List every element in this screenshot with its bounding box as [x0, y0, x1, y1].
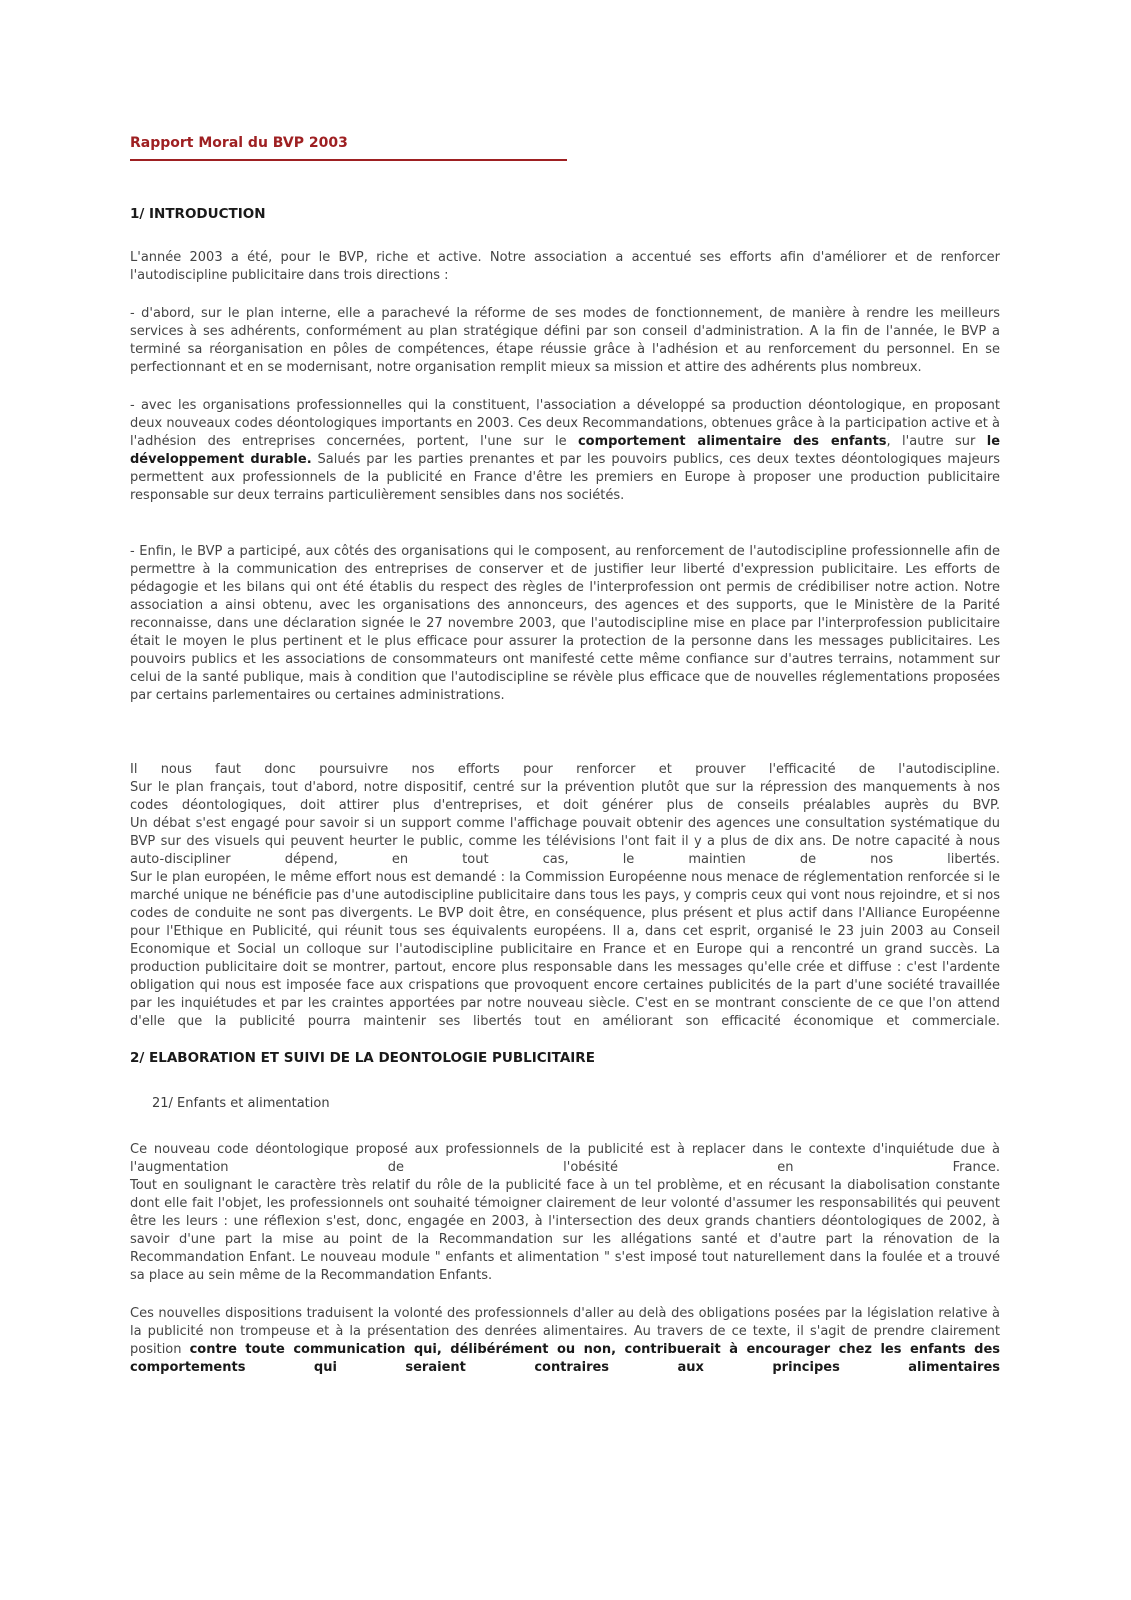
intro-paragraph-3-text: - avec les organisations professionnelles qui la constituent, l'association a développé sa production déontologique, en proposant deux nouveaux codes déontologiques importants en 2003. Ces deux Recommandations, obtenues grâce à la participation active et à l'adhésion des entreprises concernées, portent, l'une sur le	[130, 398, 1000, 449]
deonto-paragraph-1-line-2: Tout en soulignant le caractère très relatif du rôle de la publicité face à un tel problème, et en récusant la diabolisation constante dont elle fait l'objet, les professionnels ont souhaité témoigner clairement de leur volonté d'assumer les responsabilités qui peuvent être les leurs : une réflexion s'est, donc, engagée en 2003, à l'intersection des deux grands chantiers déontologiques de 2002, à savoir d'une part la mise au point de la Recommandation sur les allégations santé et d'autre part la rénovation de la Recommandation Enfant. Le nouveau module " enfants et alimentation " s'est imposé tout naturellement dans la foulée et a trouvé sa place au sein même de la Recommandation Enfants.	[130, 1178, 1000, 1283]
intro-paragraph-2: - d'abord, sur le plan interne, elle a parachevé la réforme de ses modes de fonctionnement, de manière à rendre les meilleurs services à ses adhérents, conformément au plan stratégique défini par son conseil d'administration. A la fin de l'année, le BVP a terminé sa réorganisation en pôles de compétences, étape réussie grâce à l'adhésion et au renforcement du personnel. En se perfectionnant et en se modernisant, notre organisation remplit mieux sa mission et attire des adhérents plus nombreux.	[130, 306, 1000, 375]
report-title: Rapport Moral du BVP 2003	[130, 135, 567, 161]
intro-paragraph-5-line-4: Sur le plan européen, le même effort nous est demandé : la Commission Européenne nous menace de réglementation renforcée si le marché unique ne bénéficie pas d'une autodiscipline publicitaire dans tous les pays, y compris ceux qui vont nous rejoindre, et si nos codes de conduite ne sont pas divergents. Le BVP doit être, en conséquence, plus présent et plus actif dans l'Alliance Européenne pour l'Ethique en Publicité, qui réunit tous ses équivalents européens. Il a, dans cet esprit, organisé le 23 juin 2003 au Conseil Economique et Social un colloque sur l'autodiscipline publicitaire en France et en Europe qui a rencontré un grand succès. La production publicitaire doit se montrer, partout, encore plus responsable dans les messages qu'elle crée et diffuse : c'est l'ardente obligation qui nous est imposée face aux crispations que provoquent encore certaines publicités de la part d'une société travaillée par les inquiétudes et par les craintes apportées par notre nouveau siècle. C'est en se montrant consciente de ce que l'on attend d'elle que la publicité pourra maintenir ses libertés tout en améliorant son efficacité économique et commerciale.	[130, 870, 1000, 1029]
intro-paragraph-5-line-3: Un débat s'est engagé pour savoir si un support comme l'affichage pouvait obtenir des agences une consultation systématique du BVP sur des visuels qui peuvent heurter le public, comme les télévisions l'ont fait il y a plus de dix ans. De notre capacité à nous auto-discipliner dépend, en tout cas, le maintien de nos libertés.	[130, 816, 1000, 867]
section-heading-deontologie: 2/ ELABORATION ET SUIVI DE LA DEONTOLOGIE PUBLICITAIRE	[130, 1050, 595, 1066]
section-heading-introduction: 1/ INTRODUCTION	[130, 206, 266, 222]
intro-paragraph-3	[130, 397, 1000, 505]
intro-paragraph-3-text: Salués par les parties prenantes et par les pouvoirs publics, ces deux textes déontologiques majeurs permettent aux professionnels de la publicité en France d'être les premiers en Europe à proposer une production publicitaire responsable sur deux terrains particulièrement sensibles dans nos sociétés.	[130, 452, 1000, 503]
deonto-paragraph-2	[130, 1305, 1000, 1377]
deonto-paragraph-1	[130, 1141, 1000, 1285]
bold-emphasis-sustainable-development: le développement durable.	[130, 434, 1001, 467]
intro-paragraph-5-line-1: Il nous faut donc poursuivre nos efforts pour renforcer et prouver l'efficacité de l'autodiscipline.	[130, 762, 1000, 777]
subsection-heading-enfants-alimentation: 21/ Enfants et alimentation	[152, 1096, 330, 1111]
bold-emphasis-contre-toute-communication: contre toute communication qui, délibérément ou non, contribuerait à encourager chez les enfants des comportements qui seraient contraires aux principes alimentaires	[130, 1342, 1001, 1375]
intro-paragraph-3-text: , l'autre sur	[886, 434, 987, 449]
intro-paragraph-5-line-2: Sur le plan français, tout d'abord, notre dispositif, centré sur la prévention plutôt que sur la répression des manquements à nos codes déontologiques, doit attirer plus d'entreprises, et doit générer plus de conseils préalables auprès du BVP.	[130, 780, 1000, 813]
intro-paragraph-5	[130, 761, 1000, 1031]
bold-emphasis-food-behaviour: comportement alimentaire des enfants	[577, 434, 887, 449]
deonto-paragraph-2-text: Ces nouvelles dispositions traduisent la volonté des professionnels d'aller au delà des obligations posées par la législation relative à la publicité non trompeuse et à la présentation des denrées alimentaires. Au travers de ce texte, il s'agit de prendre clairement position	[130, 1306, 1000, 1357]
deonto-paragraph-1-line-1: Ce nouveau code déontologique proposé aux professionnels de la publicité est à replacer dans le contexte d'inquiétude due à l'augmentation de l'obésité en France.	[130, 1142, 1000, 1175]
intro-paragraph-4: - Enfin, le BVP a participé, aux côtés des organisations qui le composent, au renforcement de l'autodiscipline professionnelle afin de permettre à la communication des entreprises de conserver et de justifier leur liberté d'expression publicitaire. Les efforts de pédagogie et les bilans qui ont été établis du respect des règles de l'interprofession ont permis de crédibiliser notre action. Notre association a ainsi obtenu, avec les organisations des annonceurs, des agences et des supports, que le Ministère de la Parité reconnaisse, dans une déclaration signée le 27 novembre 2003, que l'autodiscipline mise en place par l'interprofession publicitaire était le moyen le plus pertinent et le plus efficace pour assurer la protection de la personne dans les messages publicitaires. Les pouvoirs publics et les associations de consommateurs ont manifesté cette même confiance sur d'autres terrains, notamment sur celui de la santé publique, mais à condition que l'autodiscipline se révèle plus efficace que de nouvelles réglementations proposées par certains parlementaires ou certaines administrations.	[130, 544, 1000, 703]
intro-paragraph-1: L'année 2003 a été, pour le BVP, riche et active. Notre association a accentué ses efforts afin d'améliorer et de renforcer l'autodiscipline publicitaire dans trois directions :	[130, 250, 1000, 283]
